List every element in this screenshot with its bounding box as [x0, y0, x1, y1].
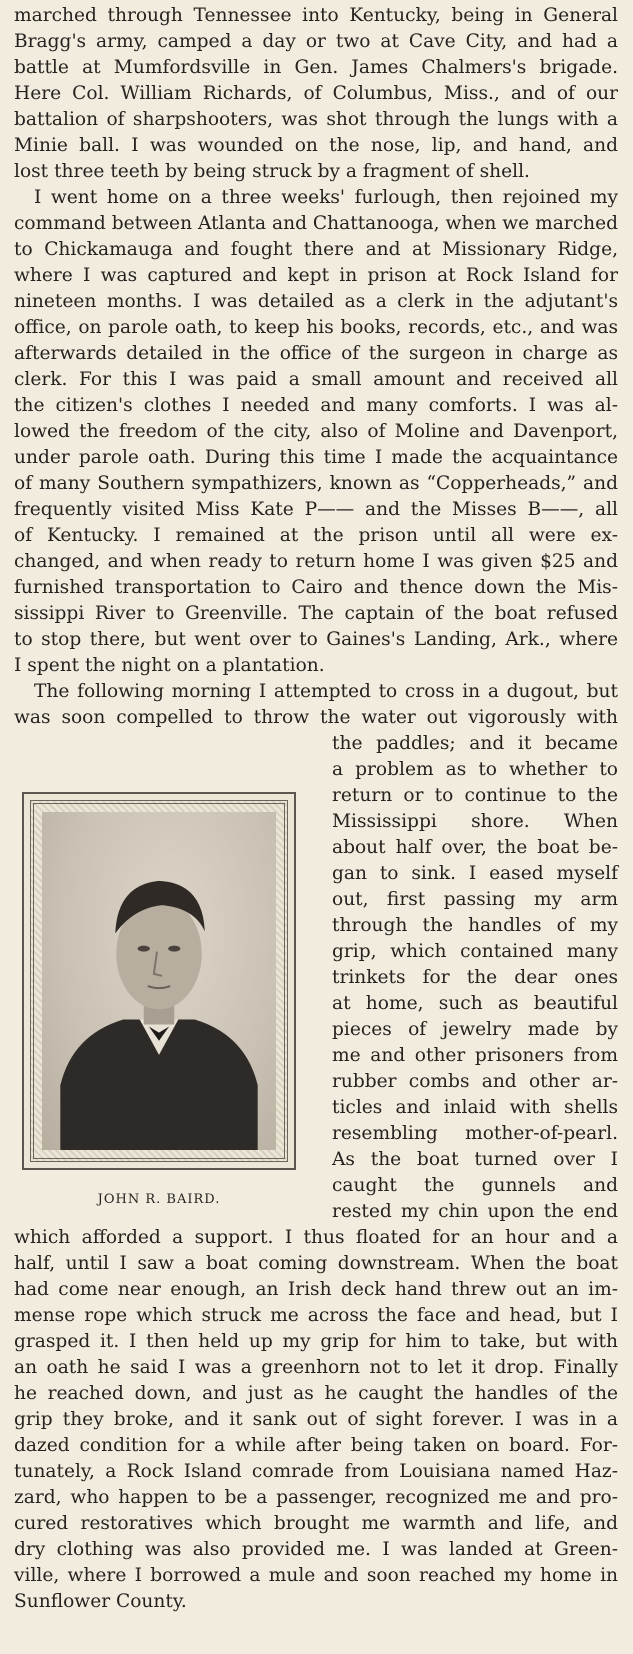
text-line: of Kentucky. I remained at the prison until all were ex-	[14, 525, 618, 546]
text-line: grip, which contained many	[332, 941, 618, 962]
text-line: lowed the freedom of the city, also of Moline and Davenport,	[14, 421, 618, 442]
text-line: battle at Mumfordsville in Gen. James Chalmers's brigade.	[14, 57, 618, 78]
text-line: I spent the night on a plantation.	[14, 655, 325, 676]
text-line: tunately, a Rock Island comrade from Louisiana named Haz-	[14, 1461, 618, 1482]
text-line: of many Southern sympathizers, known as “Copperheads,” and	[14, 473, 618, 494]
text-line: to Chickamauga and fought there and at Missionary Ridge,	[14, 239, 618, 260]
text-line: Minie ball. I was wounded on the nose, lip, and hand, and	[14, 135, 618, 156]
text-line: he reached down, and just as he caught the handles of the	[14, 1383, 618, 1404]
text-line: sissippi River to Greenville. The captain of the boat refused	[14, 603, 618, 624]
text-line: resembling mother-of-pearl.	[332, 1123, 618, 1144]
text-line: caught the gunnels and	[332, 1175, 618, 1196]
text-line: ville, where I borrowed a mule and soon reached my home in	[14, 1565, 618, 1586]
text-line: dazed condition for a while after being taken on board. For-	[14, 1435, 618, 1456]
text-line: changed, and when ready to return home I was given $25 and	[14, 551, 618, 572]
text-line: Sunflower County.	[14, 1591, 187, 1612]
text-line: Mississippi shore. When	[332, 811, 618, 832]
text-line: battalion of sharpshooters, was shot through the lungs with a	[14, 109, 618, 130]
text-line: As the boat turned over I	[332, 1149, 618, 1170]
text-line: to stop there, but went over to Gaines's Landing, Ark., where	[14, 629, 618, 650]
text-line: me and other prisoners from	[332, 1045, 618, 1066]
text-line: clerk. For this I was paid a small amount and received all	[14, 369, 618, 390]
text-line: afterwards detailed in the office of the surgeon in charge as	[14, 343, 618, 364]
text-line: out, first passing my arm	[332, 889, 618, 910]
text-line: the paddles; and it became	[332, 733, 618, 754]
text-line: ticles and inlaid with shells	[332, 1097, 618, 1118]
text-line: was soon compelled to throw the water out vigorously with	[14, 707, 618, 728]
text-line: dry clothing was also provided me. I was landed at Green-	[14, 1539, 618, 1560]
text-line: trinkets for the dear ones	[332, 967, 618, 988]
portrait-caption: JOHN R. BAIRD.	[97, 1192, 221, 1207]
text-line: rested my chin upon the end	[332, 1201, 618, 1222]
text-line: rubber combs and other ar-	[332, 1071, 618, 1092]
text-line: lost three teeth by being struck by a fragment of shell.	[14, 161, 530, 182]
text-line: Here Col. William Richards, of Columbus, Miss., and of our	[14, 83, 618, 104]
portrait-photo	[42, 812, 276, 1150]
text-line: The following morning I attempted to cross in a dugout, but	[34, 681, 618, 702]
text-line: at home, such as beautiful	[332, 993, 618, 1014]
ornamental-border	[30, 800, 288, 1162]
text-line: furnished transportation to Cairo and thence down the Mis-	[14, 577, 618, 598]
text-line: an oath he said I was a greenhorn not to let it drop. Finally	[14, 1357, 618, 1378]
text-line: zard, who happen to be a passenger, recognized me and pro-	[14, 1487, 618, 1508]
text-line: grasped it. I then held up my grip for him to take, but with	[14, 1331, 618, 1352]
text-line: office, on parole oath, to keep his books, records, etc., and was	[14, 317, 618, 338]
text-line: command between Atlanta and Chattanooga, when we marched	[14, 213, 618, 234]
text-line: the citizen's clothes I needed and many comforts. I was al-	[14, 395, 618, 416]
text-line: about half over, the boat be-	[332, 837, 618, 858]
portrait-illustration	[42, 812, 276, 1150]
text-line: frequently visited Miss Kate P—— and the Misses B——, all	[14, 499, 618, 520]
text-line: where I was captured and kept in prison at Rock Island for	[14, 265, 618, 286]
text-line: half, until I saw a boat coming downstream. When the boat	[14, 1253, 618, 1274]
text-line: through the handles of my	[332, 915, 618, 936]
text-line: marched through Tennessee into Kentucky, being in General	[14, 5, 618, 26]
text-line: I went home on a three weeks' furlough, then rejoined my	[34, 187, 618, 208]
text-line: return or to continue to the	[332, 785, 618, 806]
text-line: nineteen months. I was detailed as a clerk in the adjutant's	[14, 291, 618, 312]
text-line: grip they broke, and it sank out of sight forever. I was in a	[14, 1409, 618, 1430]
text-line: cured restoratives which brought me warmth and life, and	[14, 1513, 618, 1534]
text-line: which afforded a support. I thus floated for an hour and a	[14, 1227, 618, 1248]
text-line: pieces of jewelry made by	[332, 1019, 618, 1040]
text-line: mense rope which struck me across the face and head, but I	[14, 1305, 618, 1326]
text-line: had come near enough, an Irish deck hand threw out an im-	[14, 1279, 618, 1300]
portrait-frame	[22, 792, 296, 1170]
text-line: Bragg's army, camped a day or two at Cave City, and had a	[14, 31, 618, 52]
text-line: a problem as to whether to	[332, 759, 618, 780]
text-line: under parole oath. During this time I made the acquaintance	[14, 447, 618, 468]
text-line: gan to sink. I eased myself	[332, 863, 618, 884]
